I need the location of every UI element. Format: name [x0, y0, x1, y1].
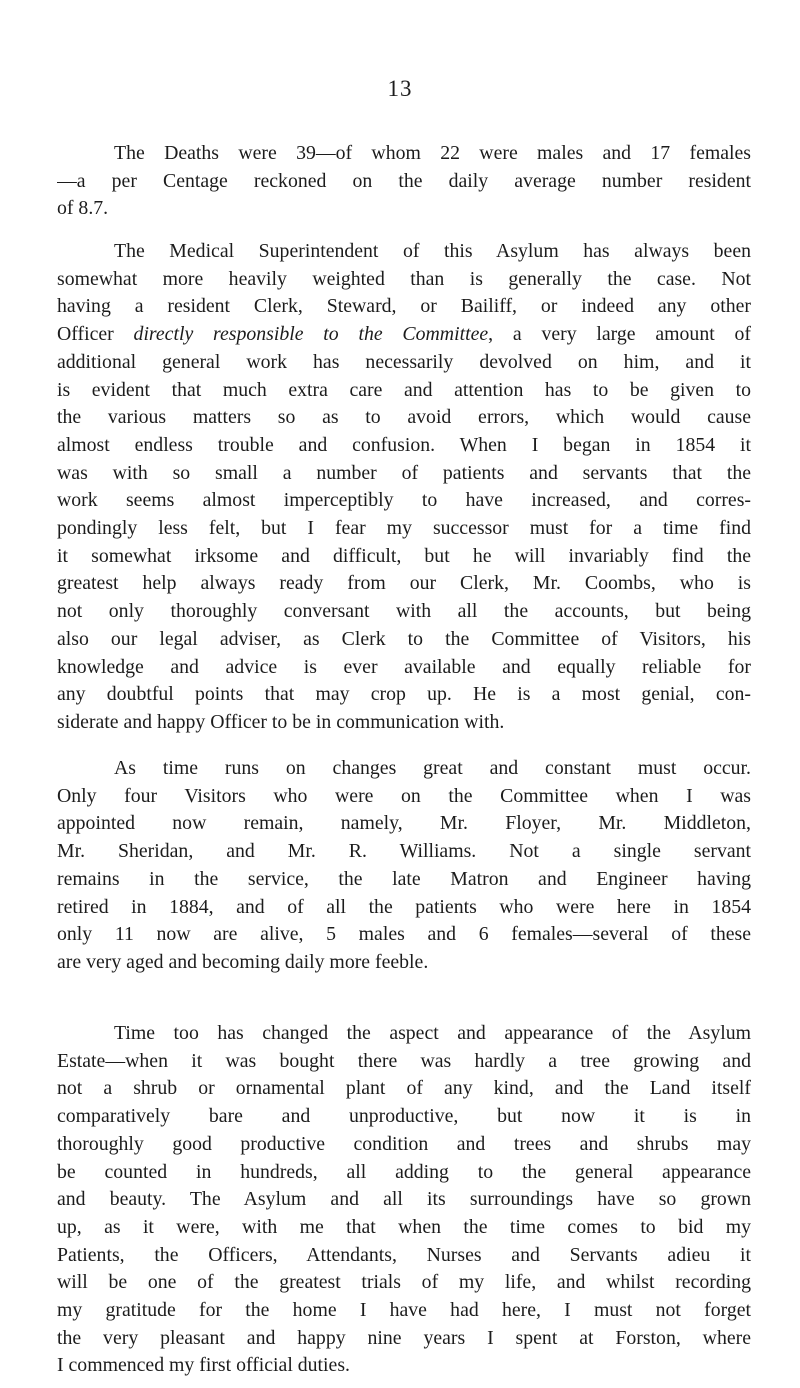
- text-line: is evident that much extra care and attention has to be given to: [57, 378, 751, 401]
- italic-phrase: directly responsible to the Committee: [133, 323, 489, 346]
- text-line: work seems almost imperceptibly to have increased, and corres-: [57, 489, 751, 512]
- text-line: thoroughly good productive condition and trees and shrubs may: [57, 1132, 751, 1155]
- text-line: also our legal adviser, as Clerk to the Committee of Visitors, his: [57, 627, 751, 650]
- text-line: Estate—when it was bought there was hardly a tree growing and: [57, 1049, 751, 1072]
- text-line: up, as it were, with me that when the time comes to bid my: [57, 1215, 751, 1238]
- text-line: somewhat more heavily weighted than is generally the case. Not: [57, 267, 751, 290]
- text-line: retired in 1884, and of all the patients who were here in 1854: [57, 895, 751, 918]
- text-line: of 8.7.: [57, 197, 109, 220]
- text-line: was with so small a number of patients and servants that the: [57, 461, 751, 484]
- text-line: it somewhat irksome and difficult, but he will invariably find the: [57, 544, 751, 567]
- text-line: knowledge and advice is ever available and equally reliable for: [57, 655, 751, 678]
- text-line: greatest help always ready from our Clerk, Mr. Coombs, who is: [57, 572, 751, 595]
- text-line: are very aged and becoming daily more feeble.: [57, 950, 429, 973]
- text-line: pondingly less felt, but I fear my successor must for a time find: [57, 517, 751, 540]
- text-line: Mr. Sheridan, and Mr. R. Williams. Not a single servant: [57, 840, 751, 863]
- text-line: almost endless trouble and confusion. When I began in 1854 it: [57, 433, 751, 456]
- text-line: Only four Visitors who were on the Committee when I was: [57, 784, 751, 807]
- text-fragment: , a very large amount of: [488, 323, 751, 346]
- text-line: not only thoroughly conversant with all the accounts, but being: [57, 600, 751, 623]
- text-line: —a per Centage reckoned on the daily average number resident: [57, 169, 751, 192]
- text-line: comparatively bare and unproductive, but now it is in: [57, 1105, 751, 1128]
- paragraph-medical-superintendent: [57, 238, 751, 737]
- text-line: the very pleasant and happy nine years I spent at Forston, where: [57, 1326, 751, 1349]
- paragraph-deaths: [57, 140, 751, 223]
- text-line: additional general work has necessarily devolved on him, and it: [57, 350, 751, 373]
- text-line: As time runs on changes great and constant must occur.: [114, 757, 751, 779]
- text-line: remains in the service, the late Matron and Engineer having: [57, 867, 751, 890]
- text-line: be counted in hundreds, all adding to the general appearance: [57, 1160, 751, 1183]
- text-line: not a shrub or ornamental plant of any kind, and the Land itself: [57, 1077, 751, 1100]
- text-line: my gratitude for the home I have had here, I must not forget: [57, 1299, 751, 1322]
- text-line: and beauty. The Asylum and all its surroundings have so grown: [57, 1188, 751, 1211]
- paragraph-asylum-estate: [57, 1020, 751, 1380]
- text-line: siderate and happy Officer to be in communication with.: [57, 710, 505, 733]
- text-line: The Medical Superintendent of this Asylum has always been: [114, 240, 751, 262]
- text-line: Time too has changed the aspect and appearance of the Asylum: [114, 1022, 751, 1044]
- text-line: any doubtful points that may crop up. He is a most genial, con-: [57, 683, 751, 706]
- text-line: The Deaths were 39—of whom 22 were males and 17 females: [114, 142, 751, 164]
- text-line: appointed now remain, namely, Mr. Floyer, Mr. Middleton,: [57, 812, 751, 835]
- text-fragment: Officer: [57, 323, 134, 346]
- text-line: only 11 now are alive, 5 males and 6 females—several of these: [57, 923, 751, 946]
- text-line: the various matters so as to avoid errors, which would cause: [57, 406, 751, 429]
- page-number: 13: [387, 76, 413, 101]
- text-line-emphasis: [57, 321, 751, 349]
- text-line: having a resident Clerk, Steward, or Bailiff, or indeed any other: [57, 295, 751, 318]
- paragraph-changes: [57, 755, 751, 977]
- text-line: I commenced my first official duties.: [57, 1354, 350, 1377]
- text-line: will be one of the greatest trials of my life, and whilst recording: [57, 1271, 751, 1294]
- text-line: Patients, the Officers, Attendants, Nurses and Servants adieu it: [57, 1243, 751, 1266]
